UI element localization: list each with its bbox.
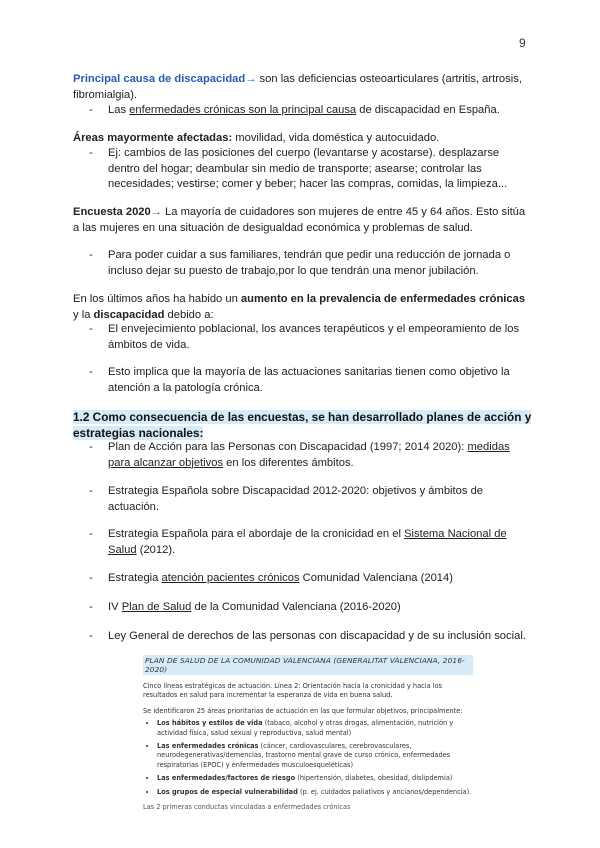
cronicos-link[interactable]: atención pacientes crónicos: [161, 572, 300, 584]
list-item: • Los hábitos y estilos de vida (tabaco, alcohol y otras drogas, alimentación, nutrición y actividad física, salud sexual y reproductiva, salud mental): [157, 719, 473, 738]
embed-paragraph: Se identificaron 25 áreas prioritarias de actuación en las que formular objetivos, principalmente:: [143, 706, 463, 715]
page-number: 9: [519, 36, 526, 50]
areas-heading: Áreas mayormente afectadas:: [73, 132, 233, 144]
list-item: • Las enfermedades/factores de riesgo (hipertensión, diabetes, obesidad, dislipdemia): [157, 774, 473, 783]
section-causa: [73, 72, 533, 103]
section-heading-1-2: 1.2 Como consecuencia de las encuestas, se han desarrollado planes de acción y estrategias nacionales:: [73, 410, 532, 440]
sns-link[interactable]: Sistema Nacional de Salud: [108, 528, 507, 556]
embed-paragraph: Cinco líneas estratégicas de actuación. Línea 2: Orientación hacia la cronicidad y hacia los resultados en salud para incrementar la esperanza de vida en buena salud.: [143, 682, 443, 700]
list-item: • Las enfermedades crónicas (cáncer, cardiovasculares, cerebrovasculares, neurodegenerativas/demencias, trastorno mental grave de curso crónico, enfermedades respiratorias (EPOC) y enfermedades musculoesqueléticas): [157, 742, 473, 770]
embed-footer-text: Las 2 primeras conductas vinculadas a enfermedades crónicas: [143, 803, 351, 812]
causa-heading: Principal causa de discapacidad→: [73, 73, 257, 85]
plan-accion-link[interactable]: medidas para alcanzar objetivos: [108, 441, 510, 469]
embed-list: [143, 719, 473, 797]
section-areas: Áreas mayormente afectadas: movilidad, vida doméstica y autocuidado.: [73, 132, 440, 144]
section-encuesta: Encuesta 2020→ La mayoría de cuidadores son mujeres de entre 45 y 64 años. Esto sitúa a las mujeres en una situación de desigualdad económica y problemas de salud.: [73, 206, 526, 234]
causa-text: son las deficiencias osteoarticulares (artritis, artrosis, fibromialgia).: [73, 73, 522, 101]
section-prevalencia: En los últimos años ha habido un aumento en la prevalencia de enfermedades crónicas y la discapacidad debido a:: [73, 293, 526, 321]
causa-link[interactable]: enfermedades crónicas son la principal causa: [129, 104, 357, 116]
embed-title: PLAN DE SALUD DE LA COMUNIDAD VALENCIANA (GENERALITAT VALENCIANA, 2016-2020): [143, 655, 473, 675]
plan-salud-link[interactable]: Plan de Salud: [121, 601, 192, 613]
embedded-plan-image: [143, 655, 473, 830]
encuesta-heading: Encuesta 2020: [73, 206, 151, 218]
list-item: • Los grupos de especial vulnerabilidad (p. ej. cuidados paliativos y ancianos/dependencia).: [157, 788, 473, 797]
